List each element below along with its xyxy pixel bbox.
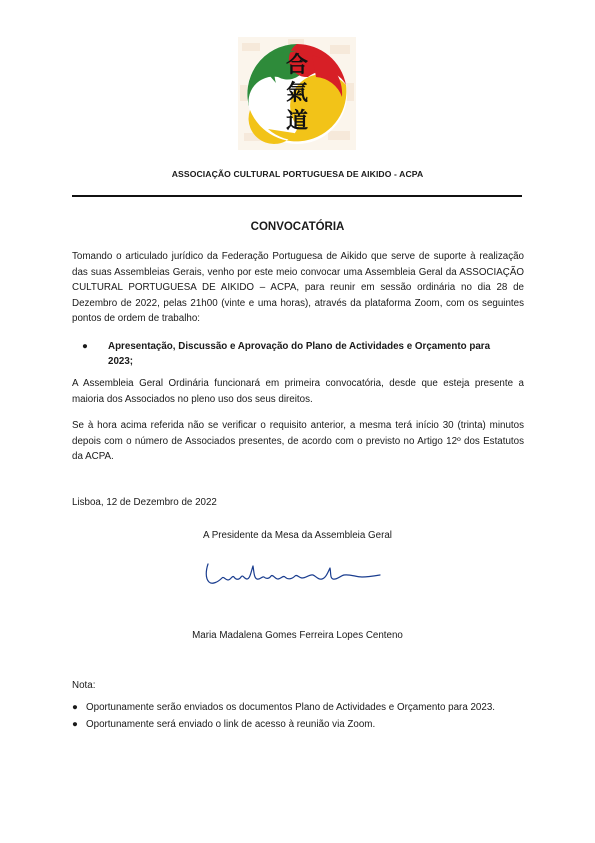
- aikido-logo-icon: [238, 37, 356, 150]
- agenda-item: [82, 340, 512, 369]
- notes-label: Nota:: [72, 680, 96, 691]
- note-item-text: Oportunamente será enviado o link de acesso à reunião via Zoom.: [86, 718, 376, 730]
- note-item: [72, 701, 524, 716]
- agenda-list: [82, 340, 512, 369]
- organization-name: ASSOCIAÇÃO CULTURAL PORTUGUESA DE AIKIDO - ACPA: [171, 169, 424, 179]
- notes-list: [72, 701, 524, 734]
- agenda-item-text: Apresentação, Discussão e Aprovação do Plano de Actividades e Orçamento para 2023;: [108, 341, 491, 367]
- bullet-icon: ●: [72, 718, 78, 730]
- signature-icon: [200, 560, 385, 590]
- signer-name: Maria Madalena Gomes Ferreira Lopes Centeno: [192, 630, 403, 641]
- document-title: CONVOCATÓRIA: [250, 221, 345, 233]
- note-item: [72, 718, 524, 733]
- place-date: Lisboa, 12 de Dezembro de 2022: [72, 497, 217, 508]
- bullet-icon: ●: [82, 341, 88, 352]
- note-item-text: Oportunamente serão enviados os documentos Plano de Actividades e Orçamento para 2023.: [86, 702, 496, 713]
- header-divider: [72, 195, 522, 197]
- second-call-paragraph: Se à hora acima referida não se verificar o requisito anterior, a mesma terá início 30 (trinta) minutos depois com o número de Associados presentes, de acordo com o previsto no Artigo 12º dos Estatutos da ACPA.: [72, 420, 524, 463]
- bullet-icon: ●: [72, 702, 78, 713]
- quorum-paragraph: A Assembleia Geral Ordinária funcionará em primeira convocatória, desde que esteja presente a maioria dos Associados no pleno uso dos seus direitos.: [72, 378, 524, 405]
- signer-role: A Presidente da Mesa da Assembleia Geral: [203, 530, 392, 541]
- aikido-kanji-text: 合氣道: [285, 52, 308, 134]
- convocation-paragraph: Tomando o articulado jurídico da Federação Portuguesa de Aikido que serve de suporte à realização das suas Assembleias Gerais, venho por este meio convocar uma Assembleia Geral da ASSOCIAÇÃO CULTURAL PORTUGUESA DE AIKIDO – ACPA, para reunir em sessão ordinária no dia 28 de Dezembro de 2022, pelas 21h00 (vinte e uma horas), através da plataforma Zoom, com os seguintes pontos de ordem de trabalho:: [72, 251, 524, 325]
